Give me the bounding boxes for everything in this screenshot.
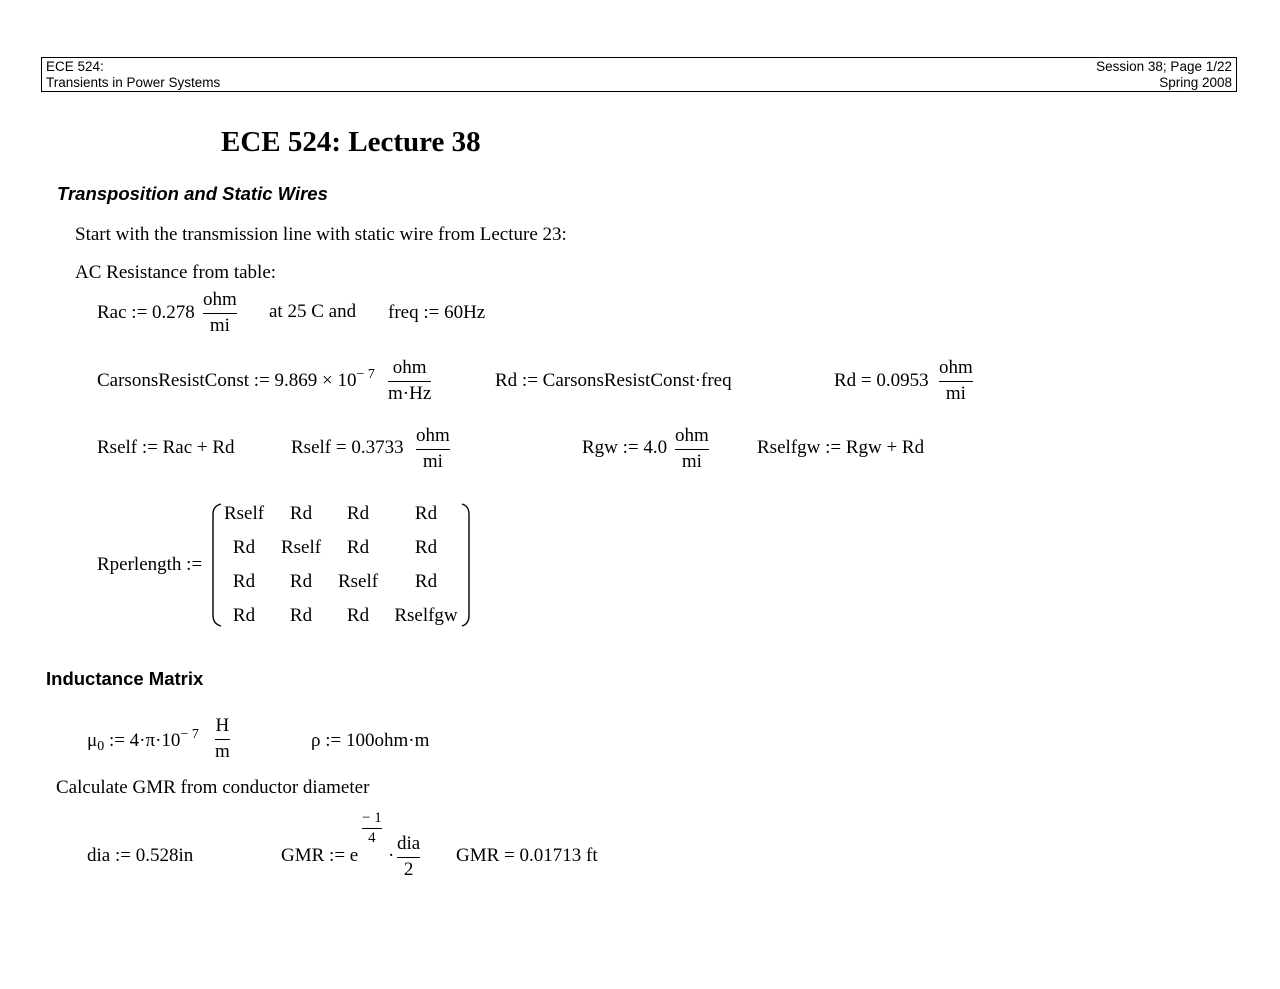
session-page: Session 38; Page 1/22 (1096, 59, 1232, 74)
lecture-title: ECE 524: Lecture 38 (221, 126, 481, 158)
rgw-unit (675, 425, 709, 473)
gmr-label: Calculate GMR from conductor diameter (56, 777, 370, 798)
mu-symbol: μ (87, 730, 98, 751)
course-title: Transients in Power Systems (46, 75, 221, 90)
carsons-unit-den: m·Hz (388, 383, 432, 405)
course-number: ECE 524: (46, 59, 104, 74)
matrix-cell: Rself (337, 571, 379, 592)
carsons-equation (97, 367, 375, 394)
gmr-fraction (397, 833, 420, 881)
rac-unit-num: ohm (203, 289, 237, 310)
matrix-cell: Rd (414, 537, 438, 558)
rd-value: Rd = 0.0953 (834, 370, 929, 391)
rac-unit-den: mi (209, 315, 230, 337)
gmr-value: GMR = 0.01713 ft (456, 845, 598, 866)
rself-definition: Rself := Rac + Rd (97, 437, 235, 458)
rself-unit-num: ohm (416, 425, 450, 446)
rac-equation: Rac := 0.278 (97, 302, 195, 323)
freq-equation: freq := 60Hz (388, 302, 486, 323)
rac-unit (203, 289, 237, 337)
rd-unit (939, 357, 973, 405)
matrix-cell: Rd (232, 605, 256, 626)
rgw-unit-den: mi (681, 451, 702, 473)
rd-definition: Rd := CarsonsResistConst·freq (495, 370, 732, 391)
gmr-dot: · (388, 845, 395, 866)
carsons-unit (388, 357, 431, 405)
matrix-cell: Rd (232, 537, 256, 558)
page-header (41, 57, 1237, 92)
rho-equation: ρ := 100ohm·m (311, 730, 430, 751)
matrix-cell: Rd (289, 503, 313, 524)
rselfgw-definition: Rselfgw := Rgw + Rd (757, 437, 925, 458)
rd-unit-num: ohm (939, 357, 973, 378)
carsons-exponent: − 7 (356, 367, 375, 382)
matrix-cell: Rself (223, 503, 265, 524)
rself-value: Rself = 0.3733 (291, 437, 404, 458)
gmr-exponent-den: 4 (368, 830, 376, 847)
term: Spring 2008 (1159, 75, 1232, 90)
matrix-cell: Rd (346, 503, 370, 524)
gmr-exponent (362, 810, 382, 846)
gmr-equation-lhs: GMR := e (281, 845, 359, 866)
intro-text: Start with the transmission line with static wire from Lecture 23: (75, 224, 567, 245)
matrix-cell: Rd (346, 537, 370, 558)
section-heading-inductance: Inductance Matrix (46, 668, 204, 689)
gmr-exponent-num: − 1 (362, 810, 382, 826)
gmr-fraction-den: 2 (403, 859, 414, 881)
mu-exponent: − 7 (180, 727, 199, 742)
matrix-cell: Rd (232, 571, 256, 592)
matrix-cell: Rd (414, 571, 438, 592)
mu-unit-den: m (215, 741, 230, 763)
rgw-equation: Rgw := 4.0 (582, 437, 668, 458)
rac-note: at 25 C and (269, 301, 357, 322)
matrix-cell: Rd (414, 503, 438, 524)
dia-equation: dia := 0.528in (87, 845, 194, 866)
carsons-unit-num: ohm (392, 357, 427, 378)
rself-unit-den: mi (422, 451, 443, 473)
matrix-cell: Rd (346, 605, 370, 626)
section-heading-transposition: Transposition and Static Wires (57, 183, 328, 204)
rd-unit-den: mi (945, 383, 966, 405)
rgw-unit-num: ohm (675, 425, 709, 446)
ac-resistance-label: AC Resistance from table: (75, 262, 277, 283)
mu-equation (87, 727, 199, 754)
matrix-cell: Rd (289, 605, 313, 626)
mu-unit (215, 715, 230, 763)
matrix-cell: Rd (289, 571, 313, 592)
gmr-fraction-num: dia (397, 833, 421, 854)
matrix-lhs: Rperlength := (97, 554, 203, 575)
mu-rhs: := 4·π·10 (104, 730, 181, 751)
matrix-cell: Rself (280, 537, 322, 558)
mu-unit-num: H (215, 715, 230, 736)
rself-unit (416, 425, 450, 473)
carsons-lhs: CarsonsResistConst := 9.869 × 10 (97, 370, 357, 391)
mu-subscript: 0 (97, 739, 105, 754)
matrix-right-bracket (462, 504, 469, 626)
matrix-cell: Rselfgw (394, 605, 458, 626)
